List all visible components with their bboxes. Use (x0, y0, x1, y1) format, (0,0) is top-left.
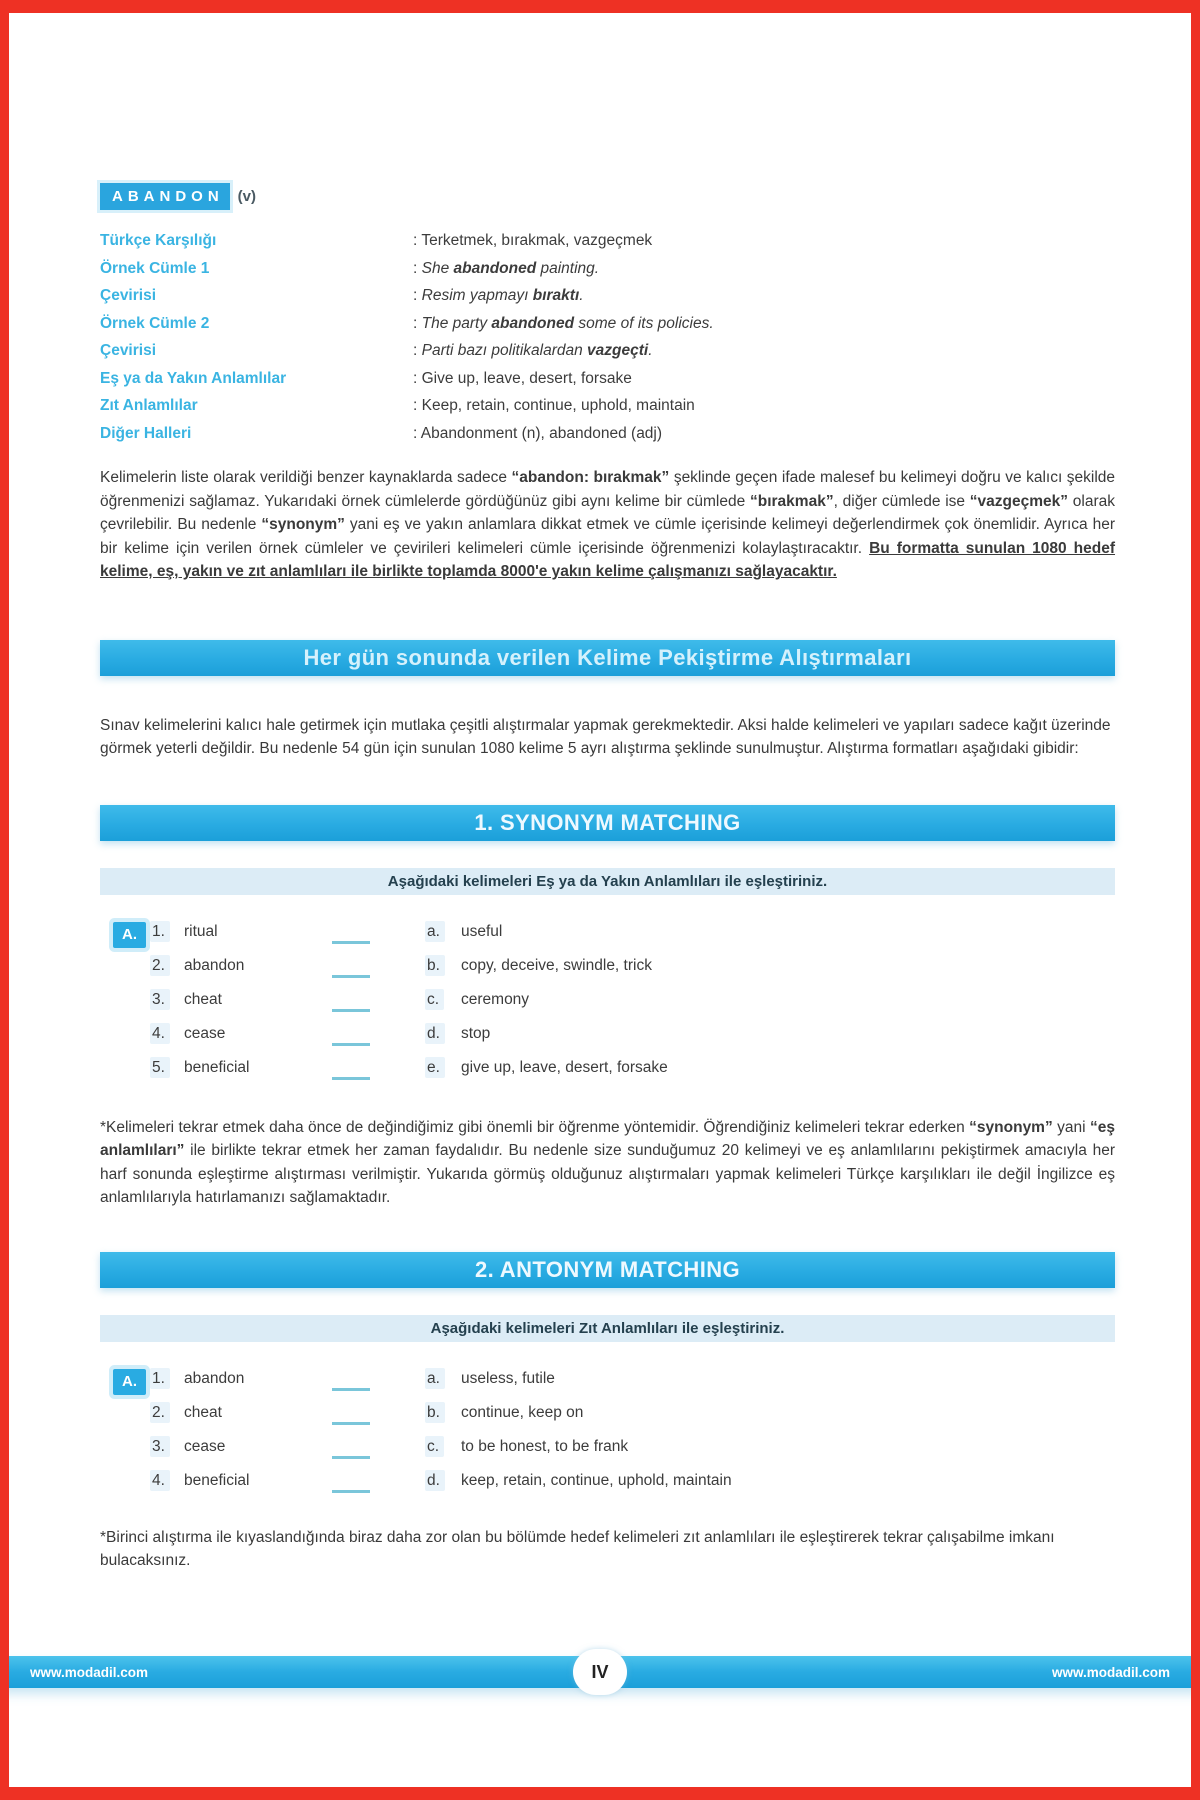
definition-list (100, 227, 1115, 447)
item-word: ritual (184, 922, 218, 940)
word-part-of-speech: (v) (237, 188, 257, 205)
band-paragraph: Sınav kelimelerini kalıcı hale getirmek için mutlaka çeşitli alıştırmalar yapmak gerekmektedir. Aksi halde kelimeleri ve yapıları sadece kağıt üzerinde görmek yeterli değildir. Bu nedenle 54 gün için sunulan 1080 kelime 5 ayrı alıştırma şeklinde sunulmuştur. Alıştırma formatları aşağıdaki gibidir: (100, 716, 1111, 757)
item-number: 5. (150, 1057, 170, 1078)
antonym-note: *Birinci alıştırma ile kıyaslandığında biraz daha zor olan bu bölümde hedef kelimeleri zıt anlamlıları ile eşleştirerek tekrar çalışabilme imkanı bulacaksınız. (100, 1528, 1055, 1569)
definition-row (100, 392, 1115, 420)
word-tag: ABANDON (100, 183, 230, 210)
item-number: 3. (150, 989, 170, 1010)
definition-value: : Give up, leave, desert, forsake (413, 369, 632, 387)
definition-row (100, 255, 1115, 283)
definition-value: : She abandoned painting. (413, 259, 600, 277)
exercise-letter-badge: A. (113, 922, 146, 948)
matching-row (150, 989, 1115, 1023)
option-letter: a. (425, 1368, 445, 1389)
option-letter: b. (425, 1402, 445, 1423)
page-edge-bottom (0, 1787, 1200, 1800)
definition-label: Çevirisi (100, 342, 157, 359)
synonym-instruction: Aşağıdaki kelimeleri Eş ya da Yakın Anlamlıları ile eşleştiriniz. (387, 872, 828, 890)
option-text: ceremony (461, 990, 530, 1008)
section-banner-daily-exercises (100, 640, 1115, 676)
definition-row (100, 227, 1115, 255)
item-word: beneficial (184, 1471, 250, 1489)
option-text: copy, deceive, swindle, trick (461, 956, 652, 974)
option-letter: a. (425, 921, 445, 942)
page-edge-left (0, 0, 9, 1800)
word-entry-header (100, 183, 1115, 210)
answer-blank[interactable] (332, 1422, 370, 1425)
option-letter: c. (425, 1436, 444, 1457)
item-word: cease (184, 1437, 226, 1455)
answer-blank[interactable] (332, 1009, 370, 1012)
item-number: 3. (150, 1436, 170, 1457)
option-text: stop (461, 1024, 491, 1042)
definition-label: Örnek Cümle 1 (100, 259, 210, 277)
matching-row (150, 921, 1115, 955)
antonym-title: 2. ANTONYM MATCHING (474, 1256, 741, 1282)
footer-url-right[interactable]: www.modadil.com (1051, 1664, 1170, 1680)
matching-row (150, 955, 1115, 989)
item-word: abandon (184, 956, 245, 974)
item-number: 1. (150, 921, 170, 942)
definition-value: : Keep, retain, continue, uphold, maintain (413, 397, 695, 414)
item-number: 4. (150, 1470, 170, 1491)
intro-paragraph: Kelimelerin liste olarak verildiği benzer kaynaklarda sadece “abandon: bırakmak” şeklinde geçen ifade malesef bu kelimeyi doğru ve kalıcı şekilde öğrenmenizi sağlamaz. Yukarıdaki örnek cümlelerde gördüğünüz gibi aynı kelime bir cümlede “bırakmak”, diğer cümlede ise “vazgeçmek” olarak çevrilebilir. Bu nedenle “synonym” yani eş ve yakın anlamlara dikkat etmek ve cümle içerisinde kelimeyi değerlendirmek çok önemlidir. Ayrıca her bir kelime için verilen örnek cümleler ve çevirileri kelimeleri cümle içerisinde öğrenmenizi kolaylaştıracaktır. Bu formatta sunulan 1080 hedef kelime, eş, yakın ve zıt anlamlıları ile birlikte toplamda 8000'e yakın kelime çalışmanızı sağlayacaktır. (100, 469, 1116, 580)
footer-bar (0, 1656, 1200, 1688)
item-word: cheat (184, 990, 222, 1008)
definition-label: Zıt Anlamlılar (100, 397, 198, 414)
option-letter: d. (425, 1023, 445, 1044)
matching-row (150, 1023, 1115, 1057)
definition-label: Çevirisi (100, 287, 157, 304)
synonym-title: 1. SYNONYM MATCHING (474, 809, 741, 835)
definition-value: : The party abandoned some of its policies. (413, 314, 714, 332)
option-text: useful (461, 922, 503, 940)
matching-row (150, 1368, 1115, 1402)
definition-value: : Abandonment (n), abandoned (adj) (413, 424, 663, 442)
item-number: 2. (150, 1402, 170, 1423)
item-word: cease (184, 1024, 226, 1042)
synonym-instruction-strip (100, 868, 1115, 895)
item-word: abandon (184, 1369, 245, 1387)
item-word: beneficial (184, 1058, 250, 1076)
answer-blank[interactable] (332, 1077, 370, 1080)
matching-row (150, 1057, 1115, 1091)
synonym-note: *Kelimeleri tekrar etmek daha önce de değindiğimiz gibi önemli bir öğrenme yöntemidir. Öğrendiğiniz kelimeleri tekrar ederken “synonym” yani “eş anlamlıları” ile birlikte tekrar etmek her zaman faydalıdır. Bu nedenle size sunduğumuz 20 kelimeyi ve eş anlamlılarını pekiştirmek amacıyla her harf sonunda eşleştirme alıştırması verilmiştir. Yukarıda görmüş olduğunuz alıştırmaları yapmak kelimeleri Türkçe karşılıkları ile değil İngilizce eş anlamlılarıyla hatırlamanızı sağlamaktadır. (100, 1118, 1115, 1206)
option-text: useless, futile (461, 1369, 555, 1387)
definition-row (100, 337, 1115, 365)
option-letter: e. (425, 1057, 445, 1078)
definition-label: Örnek Cümle 2 (100, 314, 210, 332)
option-text: keep, retain, continue, uphold, maintain (461, 1471, 732, 1489)
option-letter: b. (425, 955, 445, 976)
item-number: 2. (150, 955, 170, 976)
option-letter: c. (425, 989, 444, 1010)
definition-row (100, 365, 1115, 393)
definition-value: : Resim yapmayı bıraktı. (413, 287, 584, 304)
matching-row (150, 1470, 1115, 1504)
page-number: IV (591, 1661, 609, 1682)
section-banner-antonym-matching (100, 1252, 1115, 1288)
footer-url-left[interactable]: www.modadil.com (30, 1664, 149, 1680)
exercise-letter-badge: A. (113, 1369, 146, 1395)
synonym-exercise (100, 921, 1115, 1091)
matching-row (150, 1436, 1115, 1470)
answer-blank[interactable] (332, 1490, 370, 1493)
antonym-exercise (100, 1368, 1115, 1504)
definition-value: : Terketmek, bırakmak, vazgeçmek (413, 232, 653, 249)
definition-label: Eş ya da Yakın Anlamlılar (100, 369, 287, 387)
answer-blank[interactable] (332, 941, 370, 944)
definition-row (100, 420, 1115, 448)
banner-title: Her gün sonunda verilen Kelime Pekiştirme Alıştırmaları (303, 644, 912, 670)
answer-blank[interactable] (332, 1456, 370, 1459)
item-number: 1. (150, 1368, 170, 1389)
answer-blank[interactable] (332, 975, 370, 978)
page-edge-right (1191, 0, 1200, 1800)
antonym-instruction: Aşağıdaki kelimeleri Zıt Anlamlıları ile eşleştiriniz. (430, 1319, 785, 1337)
option-text: to be honest, to be frank (461, 1437, 629, 1455)
definition-value: : Parti bazı politikalardan vazgeçti. (413, 342, 653, 359)
definition-row (100, 310, 1115, 338)
section-banner-synonym-matching (100, 805, 1115, 841)
option-text: give up, leave, desert, forsake (461, 1058, 668, 1076)
antonym-instruction-strip (100, 1315, 1115, 1342)
page-content (100, 0, 1115, 1573)
matching-row (150, 1402, 1115, 1436)
definition-row (100, 282, 1115, 310)
item-word: cheat (184, 1403, 222, 1421)
page-number-pill (573, 1649, 627, 1695)
answer-blank[interactable] (332, 1043, 370, 1046)
option-letter: d. (425, 1470, 445, 1491)
answer-blank[interactable] (332, 1388, 370, 1391)
option-text: continue, keep on (461, 1403, 584, 1421)
definition-label: Diğer Halleri (100, 424, 192, 442)
item-number: 4. (150, 1023, 170, 1044)
definition-label: Türkçe Karşılığı (100, 232, 217, 249)
page-edge-top (0, 0, 1200, 13)
